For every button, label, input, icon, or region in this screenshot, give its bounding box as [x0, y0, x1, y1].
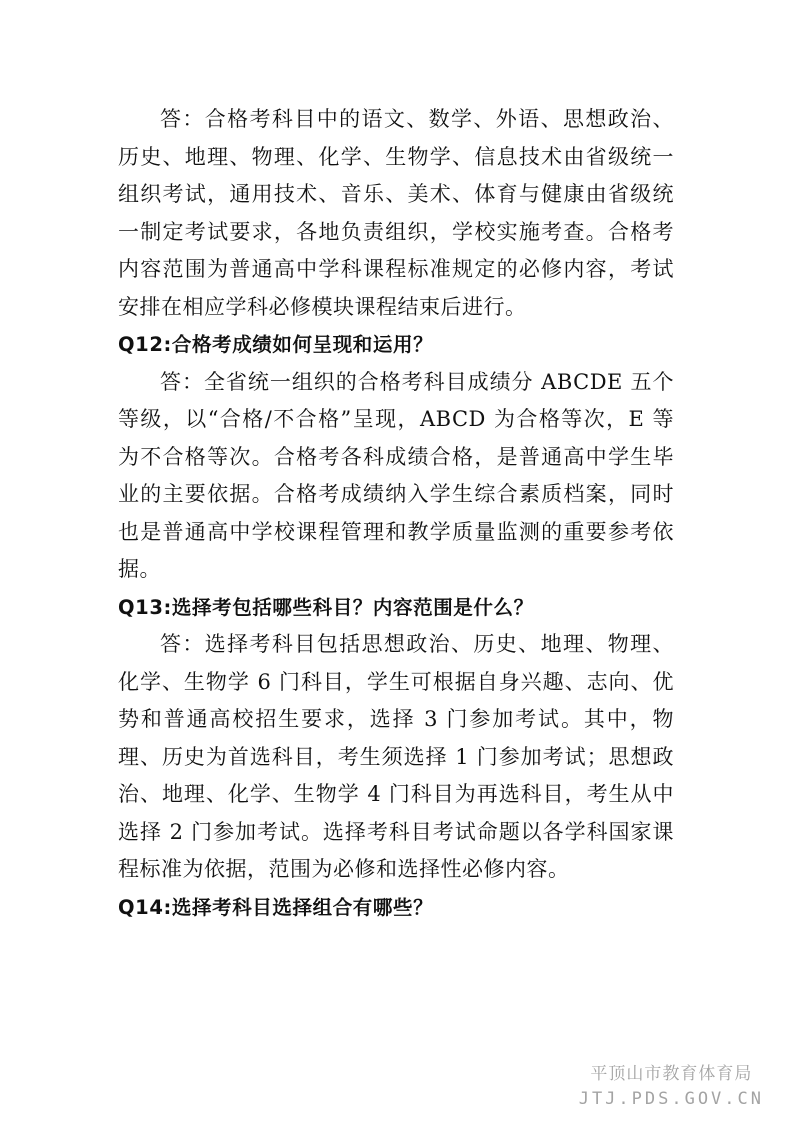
answer-paragraph-q11: 答：合格考科目中的语文、数学、外语、思想政治、历史、地理、物理、化学、生物学、信息技术由省级统一组织考试，通用技术、音乐、美术、体育与健康由省级统一制定考试要求，各地负责组织，学校实施考查。合格考内容范围为普通高中学科课程标准规定的必修内容，考试安排在相应学科必修模块课程结束后进行。	[118, 107, 674, 319]
question-heading-q13: Q13:选择考包括哪些科目？内容范围是什么？	[118, 595, 534, 619]
watermark	[579, 1066, 764, 1108]
question-heading-q12: Q12:合格考成绩如何呈现和运用？	[118, 333, 434, 356]
document-body	[118, 101, 674, 926]
watermark-organization: 平顶山市教育体育局	[590, 1064, 753, 1084]
question-heading-q14: Q14:选择考科目选择组合有哪些？	[118, 895, 434, 919]
watermark-url: JTJ.PDS.GOV.CN	[578, 1089, 764, 1109]
answer-paragraph-q13: 答：选择考科目包括思想政治、历史、地理、物理、化学、生物学 6 门科目，学生可根据自身兴趣、志向、优势和普通高校招生要求，选择 3 门参加考试。其中，物理、历史为首选科目，考生须选择 1 门参加考试；思想政治、地理、化学、生物学 4 门科目为再选科目，考生从中选择 2 门参加考试。选择考科目考试命题以各学科国家课程标准为依据，范围为必修和选择性必修内容。	[118, 632, 674, 881]
answer-paragraph-q12: 答：全省统一组织的合格考科目成绩分 ABCDE 五个等级，以“合格/不合格”呈现，ABCD 为合格等次，E 等为不合格等次。合格考各科成绩合格，是普通高中学生毕业的主要依据。合格考成绩纳入学生综合素质档案，同时也是普通高中学校课程管理和教学质量监测的重要参考依据。	[118, 369, 674, 581]
